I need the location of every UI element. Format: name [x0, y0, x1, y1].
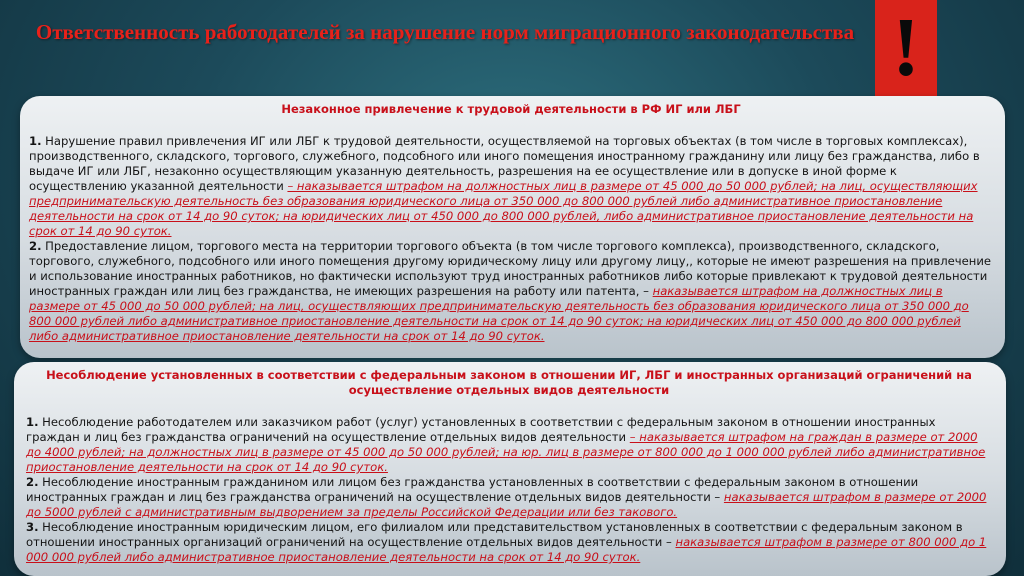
panel-activity-restrictions	[14, 362, 1006, 576]
paragraph-item	[29, 239, 993, 344]
penalty-text: – наказывается штрафом на граждан в размере от 2000 до 4000 рублей; на должностных лиц в размере от 45 000 до 50 000 рублей; на юр. лиц в размере от 800 000 до 1 000 000 рублей либо административное приостановление деятельности на срок от 14 до 90 суток.	[26, 430, 986, 474]
item-text: Несоблюдение работодателем или заказчиком работ (услуг) установленных в соответствии с федеральным законом в отношении иностранных граждан и лиц без гражданства ограничений на осуществление отдельных видов деятельности	[26, 415, 936, 444]
penalty-text: наказывается штрафом в размере от 2000 до 5000 рублей с административным выдворением за пределы Российской Федерации или без такового.	[26, 490, 987, 519]
item-text: Нарушение правил привлечения ИГ или ЛБГ к трудовой деятельности, осуществляемой на торговых объектах (в том числе в торговых комплексах), производственного, складского, торгового, служебного, подсобного или иного помещения иностранному гражданину или лицу без гражданства, либо в выдаче ИГ или ЛБГ, незаконно осуществляющим указанную деятельность, разрешения на ее осуществление или в допуске в иной форме к осуществлению указанной деятельности	[29, 134, 980, 193]
item-text: Предоставление лицом, торгового места на территории торгового объекта (в том числе торгового комплекса), производственного, складского, торгового, служебного, подсобного или иного помещения другому юридическому лицу или другому лицу,, которые не имеют разрешения на привлечение и использование иностранных работников, но фактически используют труд иностранных работников либо которые привлекают к трудовой деятельности иностранных граждан или лиц без гражданства, не имеющих разрешения на работу или патента, –	[29, 239, 991, 298]
penalty-text: – наказывается штрафом на должностных лиц в размере от 45 000 до 50 000 рублей; на лиц, осуществляющих предпринимательскую деятельность без образования юридического лица от 350 000 до 800 000 рублей либо административное приостановление деятельности на срок от 14 до 90 суток; на юридических лиц от 450 000 до 800 000 рублей, либо административное приостановление деятельности на срок от 14 до 90 суток.	[29, 179, 978, 238]
panel-illegal-employment	[20, 96, 1005, 358]
item-number: 2.	[29, 239, 42, 253]
exclamation-icon: !	[892, 1, 920, 94]
item-number: 2.	[26, 475, 39, 489]
item-text: Несоблюдение иностранным гражданином или лицом без гражданства установленных в соответствии с федеральным законом в отношении иностранных граждан и лиц без гражданства ограничений на осуществление отдельных видов деятельности –	[26, 475, 919, 504]
item-text: Несоблюдение иностранным юридическим лицом, его филиалом или представительством установленных в соответствии с федеральным законом в отношении иностранных организаций ограничений на осуществление отдельных видов деятельности –	[26, 520, 963, 549]
paragraph-item	[29, 134, 993, 239]
item-number: 3.	[26, 520, 39, 534]
penalty-text: наказывается штрафом в размере от 800 000 до 1 000 000 рублей либо административное приостановление деятельности на срок от 14 до 90 суток.	[26, 535, 987, 564]
paragraph-item	[26, 520, 992, 565]
panel-heading: Незаконное привлечение к трудовой деятельности в РФ ИГ или ЛБГ	[281, 102, 741, 116]
item-number: 1.	[29, 134, 42, 148]
paragraph-item	[26, 415, 992, 475]
panel-heading: Несоблюдение установленных в соответствии с федеральным законом в отношении ИГ, ЛБГ и иностранных организаций ограничений на осуществление отдельных видов деятельности	[46, 368, 972, 397]
slide-title: Ответственность работодателей за нарушение норм миграционного законодательства	[35, 20, 855, 44]
paragraph-item	[26, 475, 992, 520]
warning-block	[875, 0, 937, 96]
penalty-text: наказывается штрафом на должностных лиц в размере от 45 000 до 50 000 рублей; на лиц, осуществляющих предпринимательскую деятельность без образования юридического лица от 350 000 до 800 000 рублей либо административное приостановление деятельности на срок от 14 до 90 суток; на юридических лиц от 450 000 до 800 000 рублей либо административное приостановление деятельности на срок от 14 до 90 суток.	[29, 284, 969, 343]
item-number: 1.	[26, 415, 39, 429]
